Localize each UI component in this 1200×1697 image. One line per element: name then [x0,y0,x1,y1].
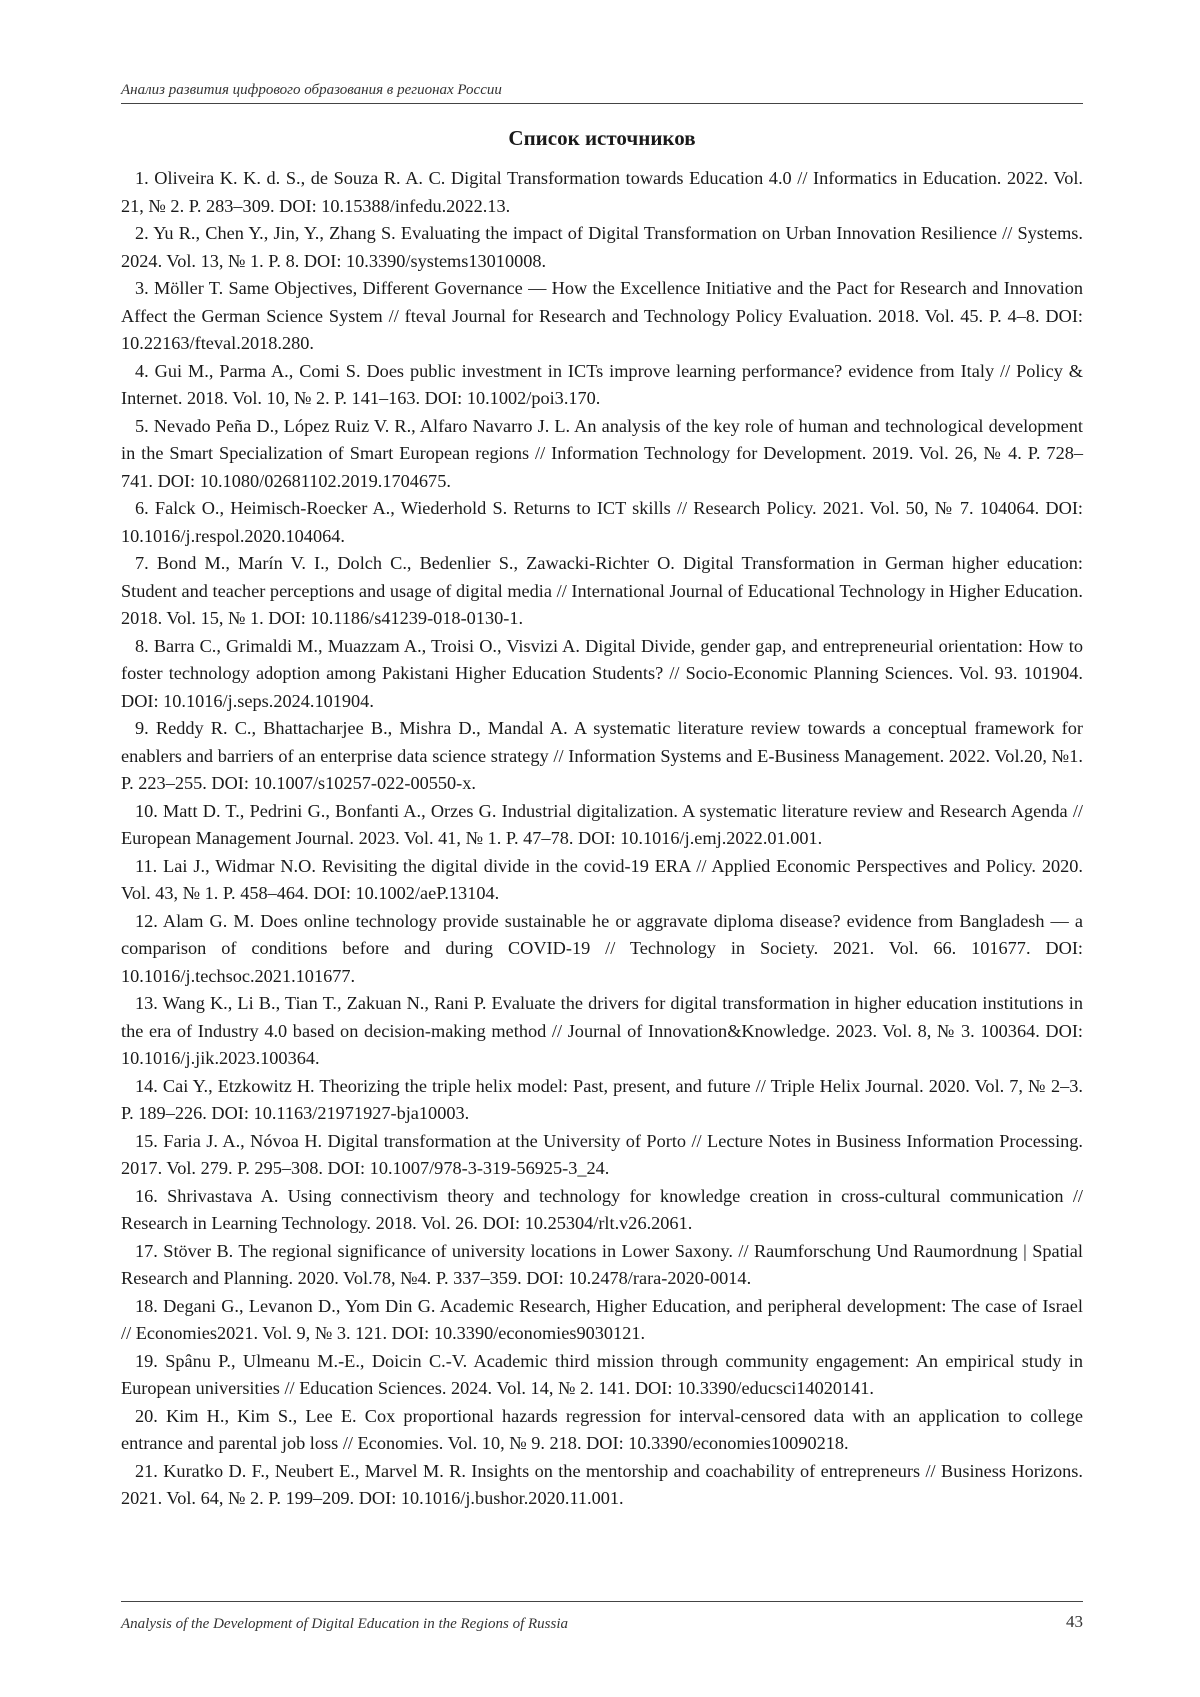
header-divider [121,103,1083,104]
reference-item: 20. Kim H., Kim S., Lee E. Cox proportional hazards regression for interval-censored data with an application to college entrance and parental job loss // Economies. Vol. 10, № 9. 218. DOI: 10.3390/economies10090218. [121,1405,1083,1453]
reference-item: 5. Nevado Peña D., López Ruiz V. R., Alfaro Navarro J. L. An analysis of the key role of human and technological development in the Smart Specialization of Smart European regions // Information Technology for Development. 2019. Vol. 26, № 4. P. 728–741. DOI: 10.1080/02681102.2019.1704675. [121,415,1083,491]
reference-item: 18. Degani G., Levanon D., Yom Din G. Academic Research, Higher Education, and peripheral development: The case of Israel // Economies2021. Vol. 9, № 3. 121. DOI: 10.3390/economies9030121. [121,1295,1083,1343]
reference-item: 9. Reddy R. C., Bhattacharjee B., Mishra D., Mandal A. A systematic literature review towards a conceptual framework for enablers and barriers of an enterprise data science strategy // Information Systems and E-Business Management. 2022. Vol.20, №1. P. 223–255. DOI: 10.1007/s10257-022-00550-x. [121,718,1083,793]
reference-item: 8. Barra C., Grimaldi M., Muazzam A., Troisi O., Visvizi A. Digital Divide, gender gap, and entrepreneurial orientation: How to foster technology adoption among Pakistani Higher Education Students? // Socio-Economic Planning Sciences. Vol. 93. 101904. DOI: 10.1016/j.seps.2024.101904. [121,635,1083,711]
running-footer: Analysis of the Development of Digital Education in the Regions of Russia [121,1616,569,1632]
reference-item: 11. Lai J., Widmar N.O. Revisiting the digital divide in the covid-19 ERA // Applied Economic Perspectives and Policy. 2020. Vol. 43, № 1. P. 458–464. DOI: 10.1002/aeP.13104. [121,855,1083,903]
reference-item: 15. Faria J. A., Nóvoa H. Digital transformation at the University of Porto // Lecture Notes in Business Information Processing. 2017. Vol. 279. P. 295–308. DOI: 10.1007/978-3-319-56925-3_24. [121,1130,1083,1178]
reference-item: 7. Bond M., Marín V. I., Dolch C., Bedenlier S., Zawacki-Richter O. Digital Transformation in German higher education: Student and teacher perceptions and usage of digital media // International Journal of Educational Technology in Higher Education. 2018. Vol. 15, № 1. DOI: 10.1186/s41239-018-0130-1. [121,553,1083,628]
reference-item: 19. Spânu P., Ulmeanu M.-E., Doicin C.-V. Academic third mission through community engagement: An empirical study in European universities // Education Sciences. 2024. Vol. 14, № 2. 141. DOI: 10.3390/educsci14020141. [121,1350,1083,1398]
section-title: Список источников [508,126,696,150]
running-header: Анализ развития цифрового образования в регионах России [121,82,502,98]
reference-item: 16. Shrivastava A. Using connectivism theory and technology for knowledge creation in cross-cultural communication // Research in Learning Technology. 2018. Vol. 26. DOI: 10.25304/rlt.v26.2061. [121,1185,1083,1233]
reference-item: 4. Gui M., Parma A., Comi S. Does public investment in ICTs improve learning performance? evidence from Italy // Policy & Internet. 2018. Vol. 10, № 2. P. 141–163. DOI: 10.1002/poi3.170. [121,360,1083,408]
reference-item: 3. Möller T. Same Objectives, Different Governance — How the Excellence Initiative and the Pact for Research and Innovation Affect the German Science System // fteval Journal for Research and Technology Policy Evaluation. 2018. Vol. 45. P. 4–8. DOI: 10.22163/fteval.2018.280. [121,278,1083,353]
footer-divider [121,1601,1083,1602]
reference-list [121,165,1083,1513]
reference-item: 13. Wang K., Li B., Tian T., Zakuan N., Rani P. Evaluate the drivers for digital transformation in higher education institutions in the era of Industry 4.0 based on decision-making method // Journal of Innovation&Knowledge. 2023. Vol. 8, № 3. 100364. DOI: 10.1016/j.jik.2023.100364. [121,993,1083,1068]
reference-item: 1. Oliveira K. K. d. S., de Souza R. A. C. Digital Transformation towards Education 4.0 // Informatics in Education. 2022. Vol. 21, № 2. P. 283–309. DOI: 10.15388/infedu.2022.13. [121,168,1083,216]
reference-item: 10. Matt D. T., Pedrini G., Bonfanti A., Orzes G. Industrial digitalization. A systematic literature review and Research Agenda // European Management Journal. 2023. Vol. 41, № 1. P. 47–78. DOI: 10.1016/j.emj.2022.01.001. [121,800,1083,848]
reference-item: 2. Yu R., Chen Y., Jin, Y., Zhang S. Evaluating the impact of Digital Transformation on Urban Innovation Resilience // Systems. 2024. Vol. 13, № 1. P. 8. DOI: 10.3390/systems13010008. [121,223,1083,271]
reference-item: 17. Stöver B. The regional significance of university locations in Lower Saxony. // Raumforschung Und Raumordnung | Spatial Research and Planning. 2020. Vol.78, №4. P. 337–359. DOI: 10.2478/rara-2020-0014. [121,1240,1083,1288]
reference-item: 12. Alam G. M. Does online technology provide sustainable he or aggravate diploma disease? evidence from Bangladesh — a comparison of conditions before and during COVID-19 // Technology in Society. 2021. Vol. 66. 101677. DOI: 10.1016/j.techsoc.2021.101677. [121,910,1083,986]
page-number: 43 [1066,1612,1083,1631]
reference-item: 6. Falck O., Heimisch-Roecker A., Wiederhold S. Returns to ICT skills // Research Policy. 2021. Vol. 50, № 7. 104064. DOI: 10.1016/j.respol.2020.104064. [121,498,1083,546]
reference-item: 14. Cai Y., Etzkowitz H. Theorizing the triple helix model: Past, present, and future // Triple Helix Journal. 2020. Vol. 7, № 2–3. P. 189–226. DOI: 10.1163/21971927-bja10003. [121,1075,1083,1123]
reference-item: 21. Kuratko D. F., Neubert E., Marvel M. R. Insights on the mentorship and coachability of entrepreneurs // Business Horizons. 2021. Vol. 64, № 2. P. 199–209. DOI: 10.1016/j.bushor.2020.11.001. [121,1460,1083,1508]
